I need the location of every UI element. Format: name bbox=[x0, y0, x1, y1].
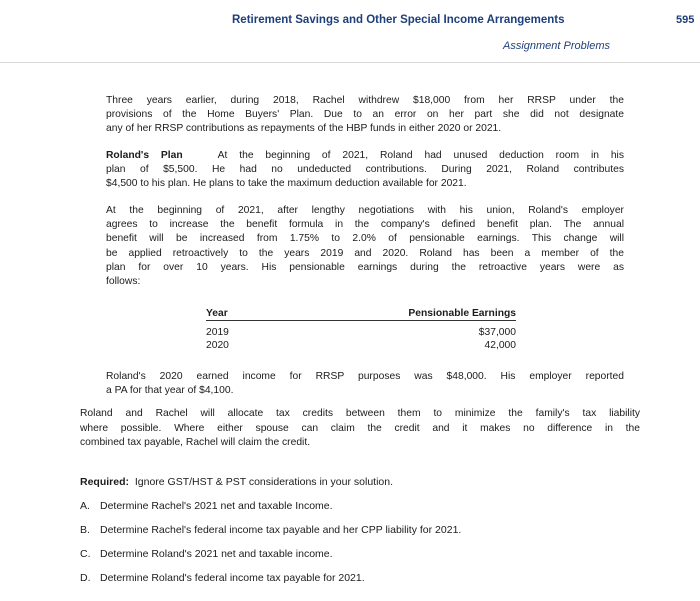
earnings-column-header: Pensionable Earnings bbox=[408, 307, 516, 319]
year-column-header: Year bbox=[206, 307, 228, 319]
page-number: 595 bbox=[676, 14, 695, 26]
required-instructions bbox=[80, 476, 393, 488]
year-cell: 2020 bbox=[206, 340, 229, 351]
roland-plan-heading: Roland's Plan bbox=[106, 150, 183, 161]
text-line: follows: bbox=[106, 276, 141, 288]
pensionable-earnings-table bbox=[206, 306, 516, 352]
earnings-cell: 42,000 bbox=[484, 340, 516, 351]
task-text: Determine Rachel's federal income tax payable and her CPP liability for 2021. bbox=[100, 524, 462, 536]
task-item bbox=[80, 524, 461, 536]
required-label: Required: bbox=[80, 476, 130, 488]
table-row bbox=[206, 339, 516, 352]
header-divider bbox=[0, 62, 700, 63]
rachel-hbp-paragraph bbox=[106, 94, 624, 137]
year-cell: 2019 bbox=[206, 327, 229, 338]
text-line: At the beginning of 2021, after lengthy negotiations with his union, Roland's employer bbox=[106, 205, 624, 216]
text-line: $4,500 to his plan. He plans to take the maximum deduction available for 2021. bbox=[106, 178, 467, 190]
earned-income-paragraph bbox=[106, 370, 624, 398]
table-header-row bbox=[206, 306, 516, 321]
task-text: Determine Rachel's 2021 net and taxable Income. bbox=[100, 500, 333, 512]
text-line: plan of $5,500. He had no undeducted contributions. During 2021, Roland contributes bbox=[106, 164, 624, 176]
running-header-subtitle: Assignment Problems bbox=[503, 40, 610, 52]
roland-plan-paragraph bbox=[106, 149, 624, 192]
required-text: Ignore GST/HST & PST considerations in your solution. bbox=[134, 476, 394, 488]
task-letter: C. bbox=[80, 548, 91, 560]
task-item bbox=[80, 572, 365, 584]
task-letter: D. bbox=[80, 572, 91, 584]
task-letter: A. bbox=[80, 500, 90, 512]
task-text: Determine Roland's 2021 net and taxable income. bbox=[100, 548, 333, 560]
text-line: combined tax payable, Rachel will claim the credit. bbox=[80, 437, 311, 449]
text-line-part: At the beginning of 2021, Roland had unused deduction room in his bbox=[217, 150, 624, 161]
running-header-title: Retirement Savings and Other Special Income Arrangements bbox=[232, 14, 565, 26]
text-line: agrees to increase the benefit formula in the company's defined benefit plan. The annual bbox=[106, 219, 624, 231]
text-line: where possible. Where either spouse can claim the credit and it makes no difference in the bbox=[80, 422, 640, 434]
table-row bbox=[206, 321, 516, 340]
benefit-formula-paragraph bbox=[106, 204, 624, 289]
text-line: Roland and Rachel will allocate tax credits between them to minimize the family's tax liability bbox=[80, 408, 640, 419]
task-item bbox=[80, 548, 333, 560]
text-line: benefit will be increased from 1.75% to 2.0% of pensionable earnings. This change will bbox=[106, 233, 624, 245]
text-line: any of her RRSP contributions as repayments of the HBP funds in either 2020 or 2021. bbox=[106, 123, 502, 135]
text-line: Three years earlier, during 2018, Rachel withdrew $18,000 from her RRSP under the bbox=[106, 95, 624, 106]
text-line bbox=[106, 149, 624, 163]
text-line: provisions of the Home Buyers' Plan. Due to an error on her part she did not designate bbox=[106, 109, 624, 121]
tax-credit-allocation-paragraph bbox=[80, 407, 640, 451]
earnings-cell: $37,000 bbox=[478, 327, 516, 338]
text-line: Roland's 2020 earned income for RRSP purposes was $48,000. His employer reported bbox=[106, 371, 624, 382]
text-line: plan for over 10 years. His pensionable earnings during the retroactive years were as bbox=[106, 261, 624, 273]
text-line: a PA for that year of $4,100. bbox=[106, 385, 234, 397]
task-item bbox=[80, 500, 333, 512]
task-letter: B. bbox=[80, 524, 90, 536]
text-line: be applied retroactively to the years 2019 and 2020. Roland has been a member of the bbox=[106, 247, 624, 259]
task-text: Determine Roland's federal income tax payable for 2021. bbox=[100, 572, 365, 584]
